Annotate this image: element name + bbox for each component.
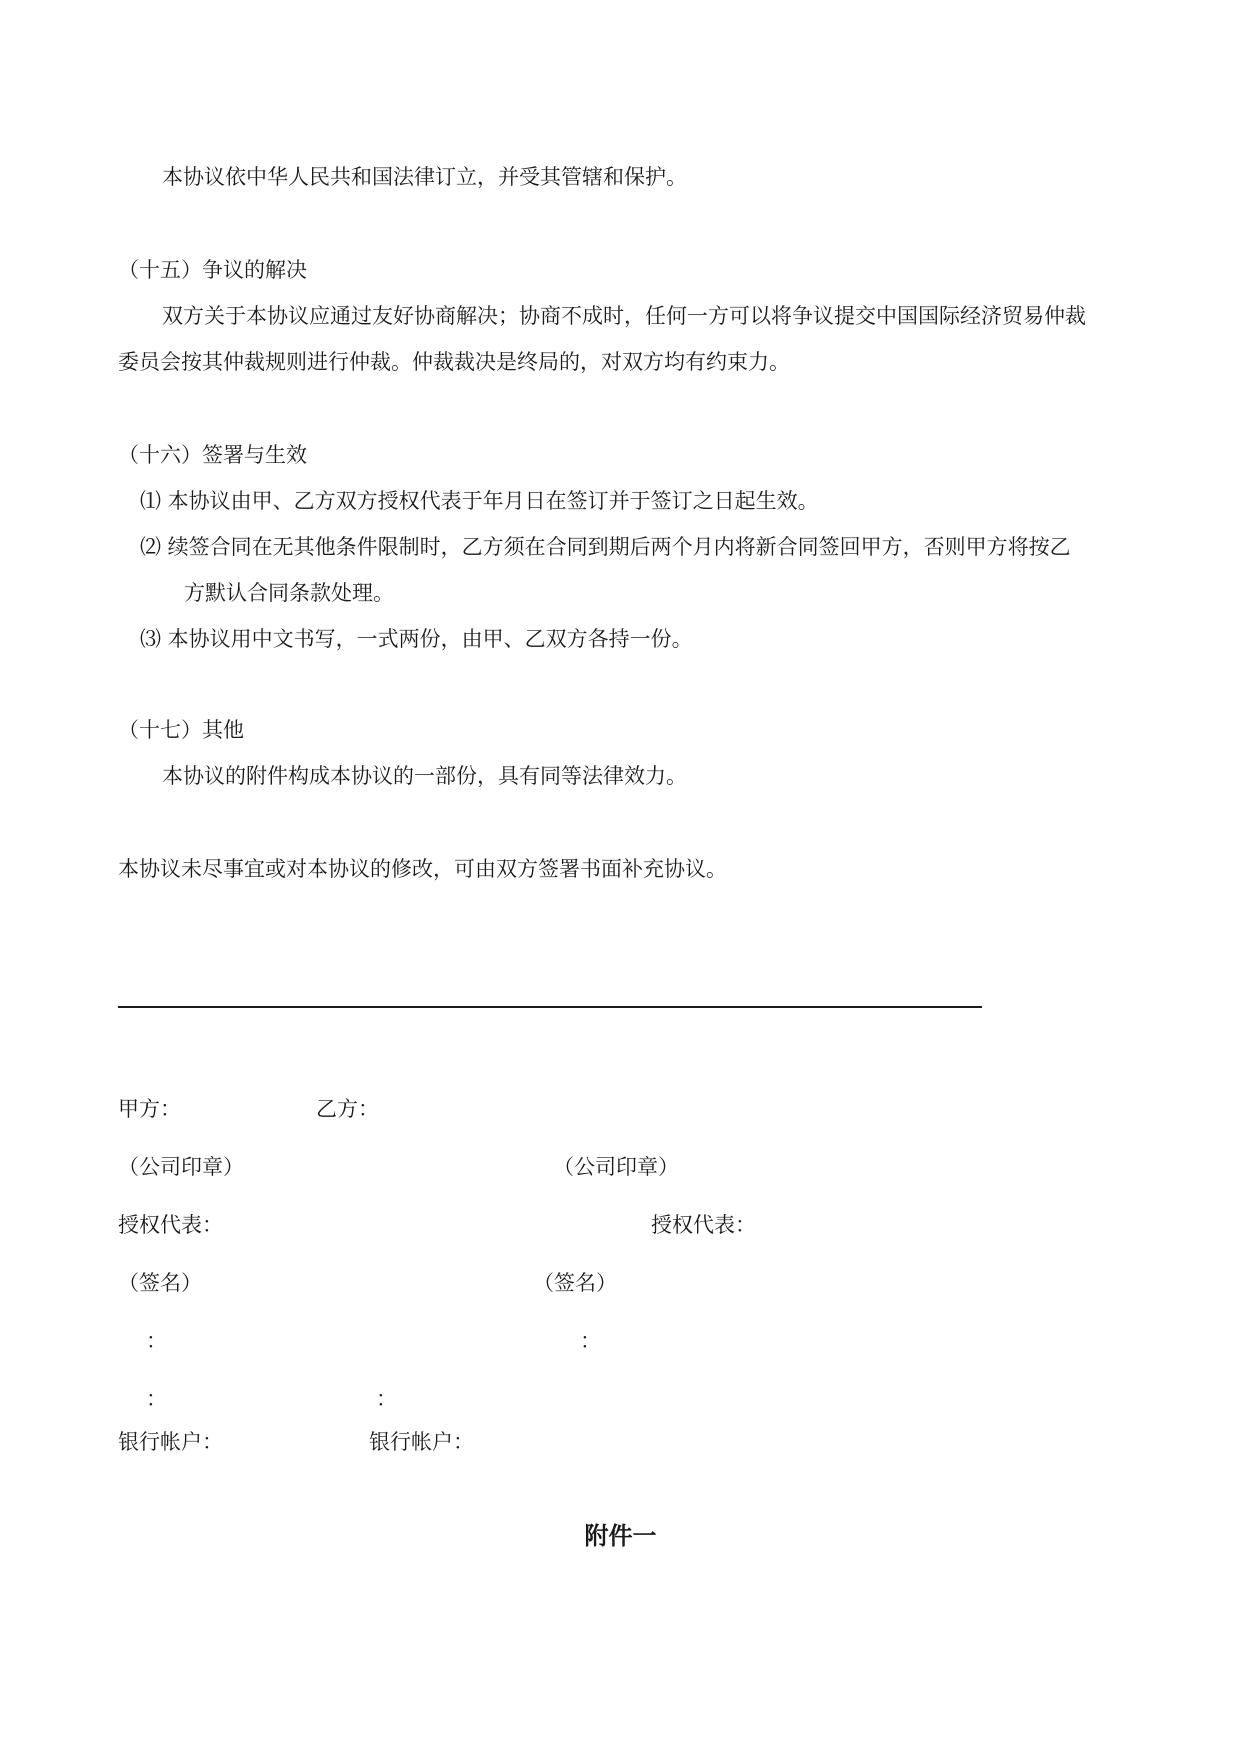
party-b-label: 乙方： xyxy=(316,1097,379,1121)
party-a-bank-account: 银行帐户： xyxy=(118,1430,223,1454)
party-a-label: 甲方： xyxy=(118,1097,181,1121)
section-16-item-3: ⑶ 本协议用中文书写，一式两份，由甲、乙双方各持一份。 xyxy=(140,627,693,651)
party-a-field-2-colon: ： xyxy=(146,1387,167,1411)
party-b-bank-account: 银行帐户： xyxy=(369,1430,474,1454)
section-16-item-2-line-1: ⑵ 续签合同在无其他条件限制时，乙方须在合同到期后两个月内将新合同签回甲方，否则甲方将按乙 xyxy=(140,535,1071,559)
section-15-line-1: 双方关于本协议应通过友好协商解决；协商不成时，任何一方可以将争议提交中国国际经济贸易仲裁 xyxy=(162,304,1086,328)
section-17-heading: （十七）其他 xyxy=(118,718,244,742)
section-17-text: 本协议的附件构成本协议的一部份，具有同等法律效力。 xyxy=(162,764,687,788)
supplement-text: 本协议未尽事宜或对本协议的修改，可由双方签署书面补充协议。 xyxy=(118,857,727,881)
signature-divider xyxy=(118,1006,982,1008)
party-b-representative: 授权代表： xyxy=(651,1213,756,1237)
party-a-seal: （公司印章） xyxy=(118,1155,244,1179)
section-16-item-1: ⑴ 本协议由甲、乙方双方授权代表于年月日在签订并于签订之日起生效。 xyxy=(140,489,819,513)
party-b-seal: （公司印章） xyxy=(553,1155,679,1179)
section-16-heading: （十六）签署与生效 xyxy=(118,443,307,467)
party-b-field-1-colon: ： xyxy=(580,1329,601,1353)
section-15-heading: （十五）争议的解决 xyxy=(118,258,307,282)
party-a-representative: 授权代表： xyxy=(118,1213,223,1237)
section-16-item-2-line-2: 方默认合同条款处理。 xyxy=(184,581,394,605)
appendix-title: 附件一 xyxy=(584,1522,657,1550)
party-a-signature: （签名） xyxy=(118,1271,202,1295)
party-b-signature: （签名） xyxy=(533,1271,617,1295)
party-a-field-1-colon: ： xyxy=(146,1329,167,1353)
section-15-line-2: 委员会按其仲裁规则进行仲裁。仲裁裁决是终局的，对双方均有约束力。 xyxy=(118,350,790,374)
governing-law-text: 本协议依中华人民共和国法律订立，并受其管辖和保护。 xyxy=(162,165,687,189)
party-b-field-2-colon: ： xyxy=(376,1387,397,1411)
